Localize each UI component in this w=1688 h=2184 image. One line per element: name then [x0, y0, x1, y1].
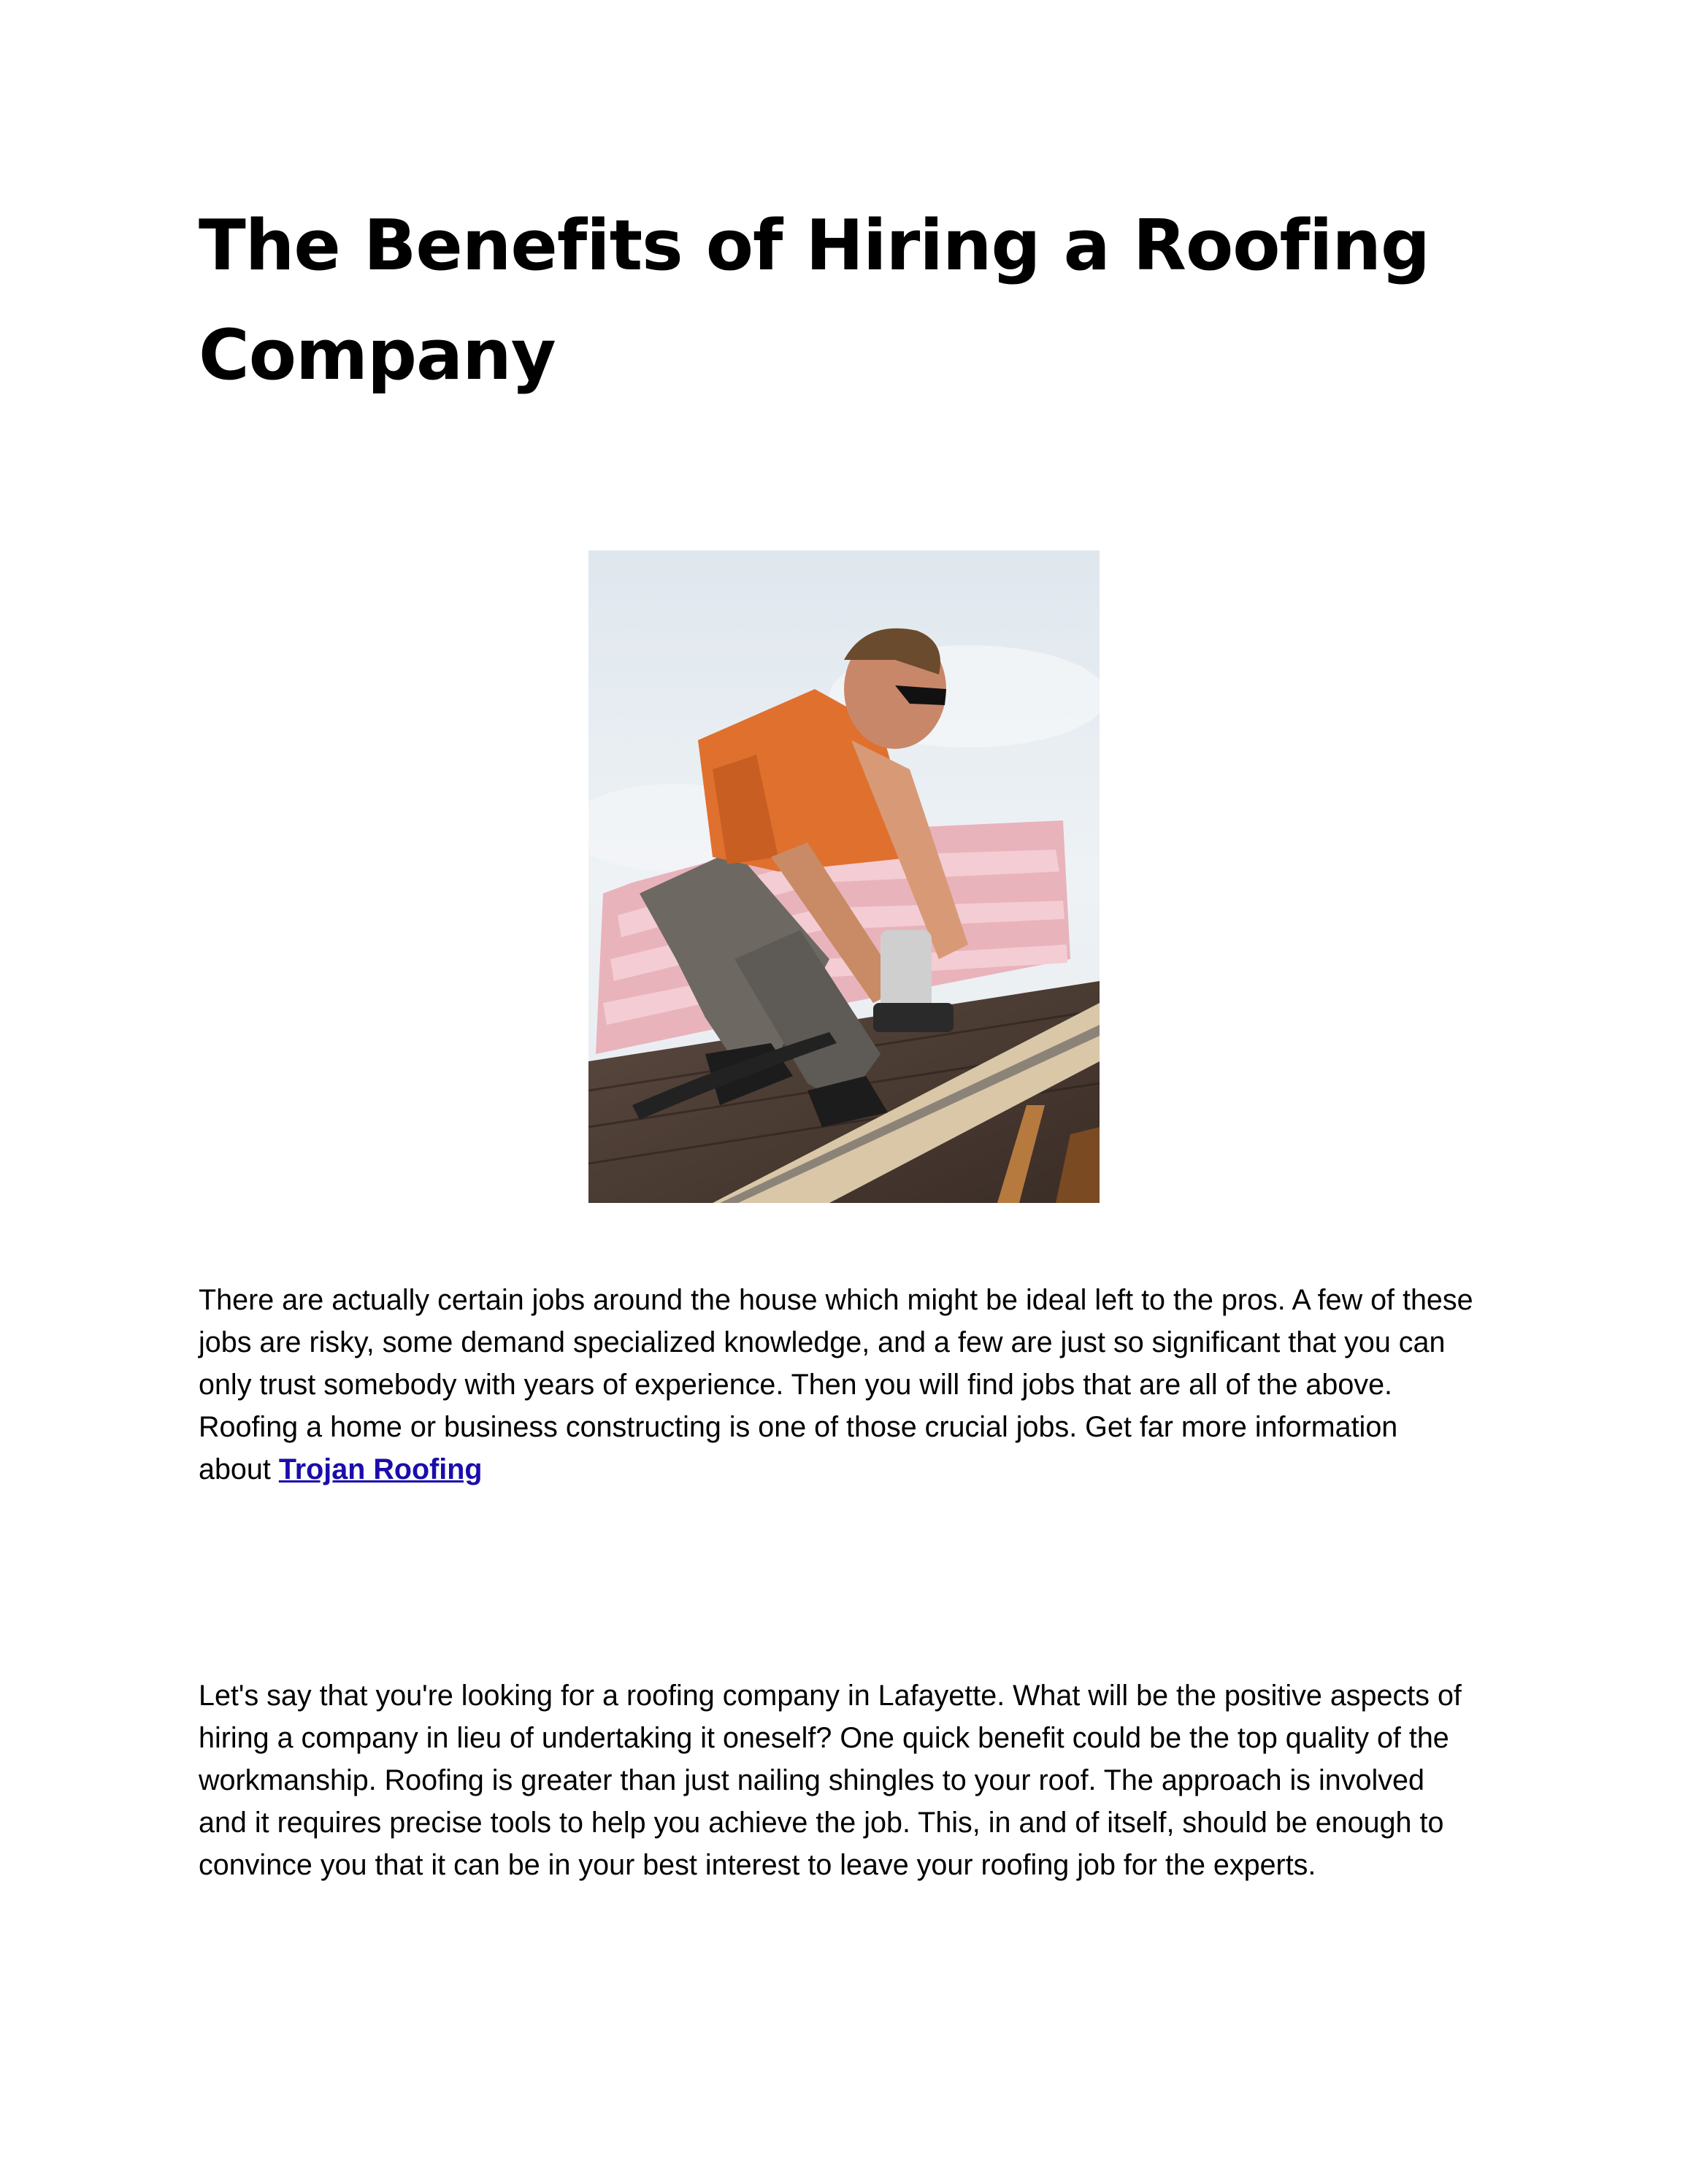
paragraph-intro: [199, 1279, 1476, 1491]
paragraph-intro-text: There are actually certain jobs around the house which might be ideal left to the pros. A few of these jobs are risky, some demand specialized knowledge, and a few are just so significant that you can only trust somebody with years of experience. Then you will find jobs that are all of the above. Roofing a home or business constructing is one of those crucial jobs. Get far more information about: [199, 1284, 1473, 1485]
paragraph-benefits: Let's say that you're looking for a roofing company in Lafayette. What will be the positive aspects of hiring a company in lieu of undertaking it oneself? One quick benefit could be the top quality of the workmanship. Roofing is greater than just nailing shingles to your roof. The approach is involved and it requires precise tools to help you achieve the job. This, in and of itself, should be enough to convince you that it can be in your best interest to leave your roofing job for the experts.: [199, 1680, 1462, 1881]
article-title: The Benefits of Hiring a Roofing Company: [199, 206, 1430, 396]
roofer-photo: [588, 550, 1100, 1203]
trojan-roofing-link[interactable]: Trojan Roofing: [278, 1453, 483, 1485]
